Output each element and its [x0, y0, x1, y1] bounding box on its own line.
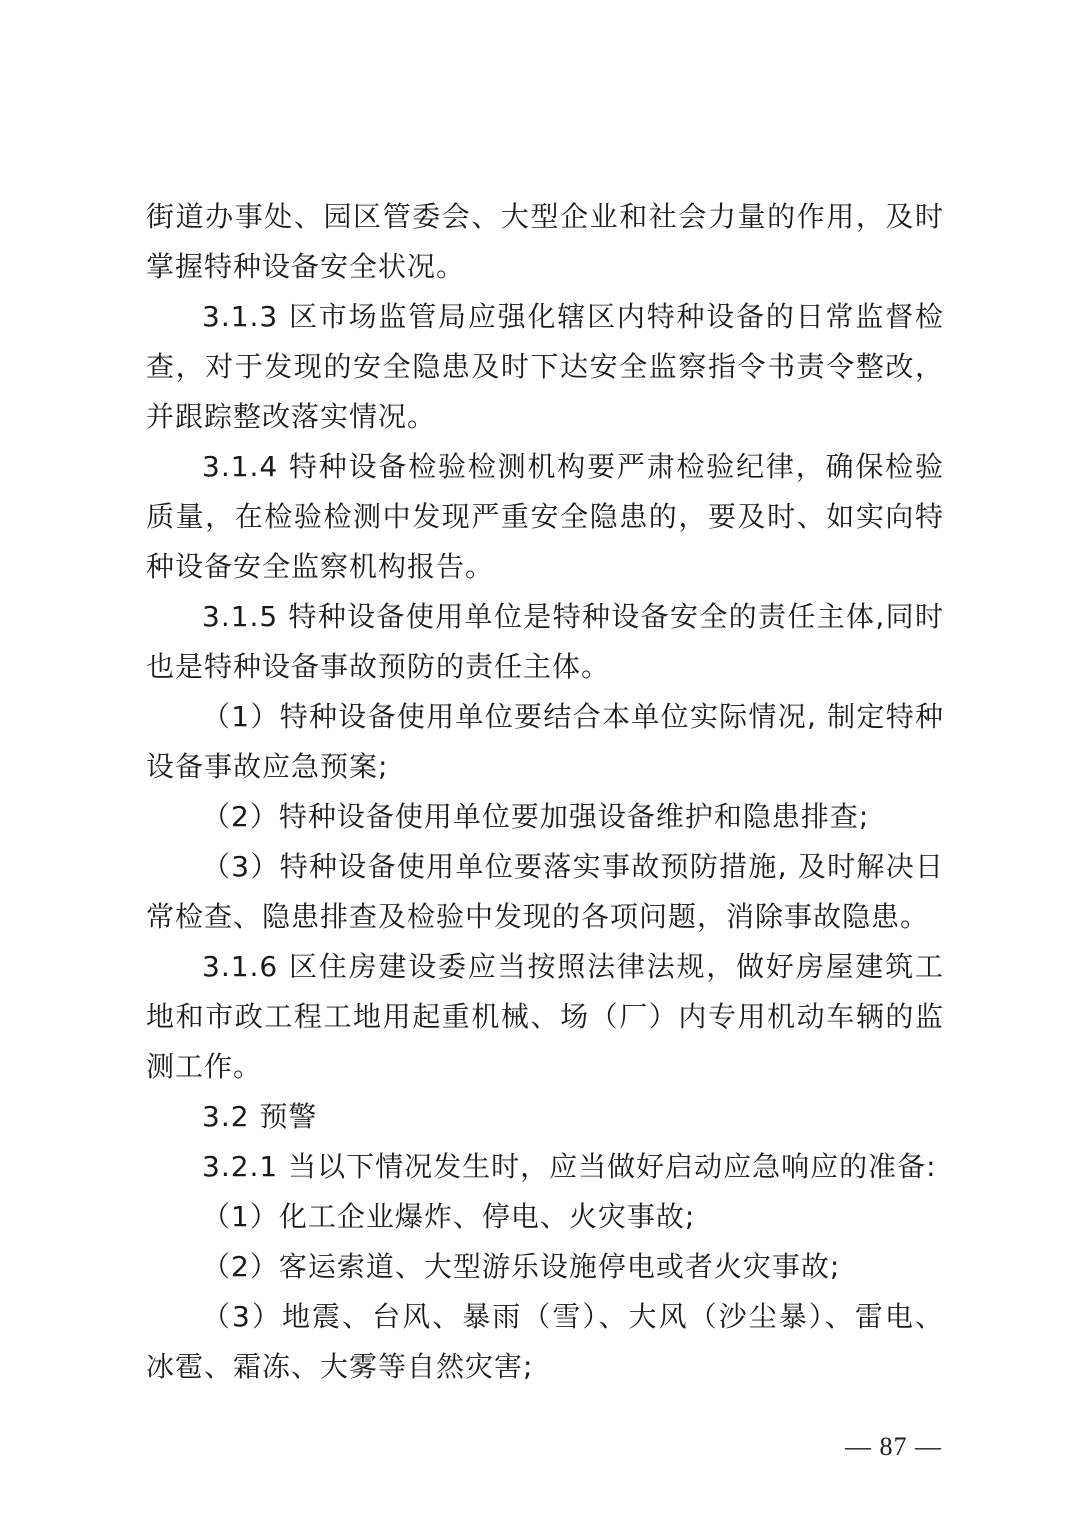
section-heading-3-2: 3.2 预警 — [202, 1100, 318, 1133]
paragraph-3-1-6: 3.1.6 区住房建设委应当按照法律法规，做好房屋建筑工地和市政工程工地用起重机械、场（厂）内专用机动车辆的监测工作。 — [146, 950, 944, 1083]
document-body — [146, 192, 944, 1392]
paragraph-3-1-3: 3.1.3 区市场监管局应强化辖区内特种设备的日常监督检查，对于发现的安全隐患及时下达安全监察指令书责令整改，并跟踪整改落实情况。 — [146, 300, 944, 433]
list-item-3-1-5-3: （3）特种设备使用单位要落实事故预防措施, 及时解决日常检查、隐患排查及检验中发现的各项问题，消除事故隐患。 — [146, 850, 944, 933]
paragraph-3-2-1: 3.2.1 当以下情况发生时，应当做好启动应急响应的准备: — [202, 1150, 937, 1183]
list-item-3-1-5-2: （2）特种设备使用单位要加强设备维护和隐患排查; — [202, 800, 870, 833]
list-item-3-2-1-2: （2）客运索道、大型游乐设施停电或者火灾事故; — [202, 1250, 841, 1283]
page-number: — 87 — — [845, 1432, 942, 1461]
paragraph-continuation: 街道办事处、园区管委会、大型企业和社会力量的作用，及时掌握特种设备安全状况。 — [146, 200, 944, 283]
paragraph-3-1-4: 3.1.4 特种设备检验检测机构要严肃检验纪律，确保检验质量，在检验检测中发现严重安全隐患的，要及时、如实向特种设备安全监察机构报告。 — [146, 450, 944, 583]
list-item-3-2-1-3: （3）地震、台风、暴雨（雪）、大风（沙尘暴）、雷电、冰雹、霜冻、大雾等自然灾害; — [146, 1300, 944, 1383]
paragraph-3-1-5: 3.1.5 特种设备使用单位是特种设备安全的责任主体,同时也是特种设备事故预防的责任主体。 — [146, 600, 944, 683]
list-item-3-2-1-1: （1）化工企业爆炸、停电、火灾事故; — [202, 1200, 696, 1233]
list-item-3-1-5-1: （1）特种设备使用单位要结合本单位实际情况, 制定特种设备事故应急预案; — [146, 700, 944, 783]
